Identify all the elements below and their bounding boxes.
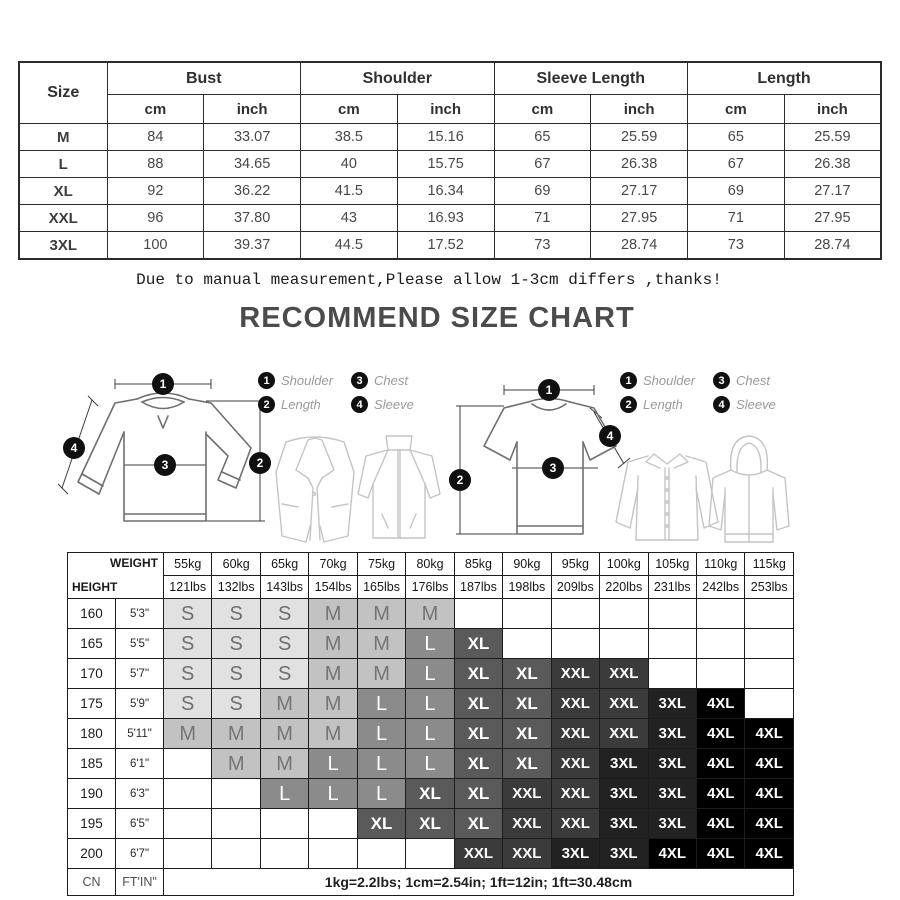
empty-cell xyxy=(648,629,696,659)
measurement-value: 73 xyxy=(494,232,591,260)
legend-number-badge: 3 xyxy=(351,372,368,389)
weight-lbs-header: 209lbs xyxy=(551,576,599,599)
weight-kg-header: 60kg xyxy=(212,553,260,576)
size-cell: XL xyxy=(406,809,454,839)
empty-cell xyxy=(745,689,794,719)
measurement-value: 37.80 xyxy=(204,205,301,232)
matrix-row xyxy=(68,659,794,689)
matrix-row xyxy=(68,599,794,629)
marker-1-shoulder xyxy=(152,373,174,395)
size-cell: S xyxy=(164,599,212,629)
measurement-value: 100 xyxy=(107,232,204,260)
empty-cell xyxy=(696,599,744,629)
empty-cell xyxy=(696,659,744,689)
height-ftin-label: 6'5" xyxy=(116,809,164,839)
height-ftin-label: 5'11" xyxy=(116,719,164,749)
unit-header: inch xyxy=(204,95,301,124)
size-cell: L xyxy=(357,779,405,809)
size-cell: M xyxy=(309,689,357,719)
weight-kg-header: 65kg xyxy=(260,553,308,576)
column-group-header: Sleeve Length xyxy=(494,62,688,95)
size-cell: XL xyxy=(503,719,551,749)
size-cell: M xyxy=(260,719,308,749)
measurement-value: 28.74 xyxy=(591,232,688,260)
weight-lbs-header: 198lbs xyxy=(503,576,551,599)
legend-item-length xyxy=(258,396,333,413)
size-cell: 3XL xyxy=(648,779,696,809)
size-cell: XXL xyxy=(503,839,551,869)
empty-cell xyxy=(503,599,551,629)
footer-cn-label: CN xyxy=(68,869,116,896)
weight-kg-header: 55kg xyxy=(164,553,212,576)
measurement-value: 34.65 xyxy=(204,151,301,178)
size-cell: L xyxy=(260,779,308,809)
legend-item-chest xyxy=(713,372,776,389)
measurement-value: 28.74 xyxy=(784,232,881,260)
legend-number-badge: 4 xyxy=(351,396,368,413)
size-cell: M xyxy=(212,719,260,749)
legend-label: Length xyxy=(281,397,321,412)
size-cell: L xyxy=(406,689,454,719)
marker-4-sleeve xyxy=(599,425,621,447)
measure-legend-right xyxy=(620,372,776,413)
legend-item-shoulder xyxy=(620,372,695,389)
matrix-row xyxy=(68,839,794,869)
marker-1-shoulder xyxy=(538,379,560,401)
size-cell: L xyxy=(357,749,405,779)
size-cell: 3XL xyxy=(600,749,648,779)
legend-number-badge: 3 xyxy=(713,372,730,389)
size-cell: L xyxy=(406,719,454,749)
size-cell: XL xyxy=(454,809,502,839)
size-cell: S xyxy=(260,659,308,689)
measurement-value: 17.52 xyxy=(397,232,494,260)
measurement-value: 15.75 xyxy=(397,151,494,178)
measurement-value: 26.38 xyxy=(591,151,688,178)
weight-lbs-header: 143lbs xyxy=(260,576,308,599)
size-cell: S xyxy=(212,659,260,689)
size-cell: XXL xyxy=(551,779,599,809)
size-cell: XXL xyxy=(600,689,648,719)
size-cell: XXL xyxy=(551,659,599,689)
measurement-value: 92 xyxy=(107,178,204,205)
size-cell: S xyxy=(164,659,212,689)
size-cell: S xyxy=(164,689,212,719)
measurement-value: 40 xyxy=(301,151,398,178)
dimension-lines xyxy=(58,379,265,521)
size-cell: 3XL xyxy=(600,809,648,839)
size-cell: S xyxy=(260,599,308,629)
empty-cell xyxy=(260,809,308,839)
weight-lbs-header: 231lbs xyxy=(648,576,696,599)
empty-cell xyxy=(648,599,696,629)
legend-label: Sleeve xyxy=(736,397,776,412)
size-cell: 3XL xyxy=(648,719,696,749)
height-ftin-label: 6'3" xyxy=(116,779,164,809)
empty-cell xyxy=(164,779,212,809)
measurement-row xyxy=(19,151,881,178)
size-cell: XXL xyxy=(551,719,599,749)
size-cell: M xyxy=(406,599,454,629)
weight-kg-header: 85kg xyxy=(454,553,502,576)
size-cell: L xyxy=(357,719,405,749)
matrix-row xyxy=(68,809,794,839)
measurement-value: 38.5 xyxy=(301,124,398,151)
legend-label: Chest xyxy=(374,373,409,388)
size-cell: 3XL xyxy=(600,839,648,869)
hoodie-drawing xyxy=(700,430,798,550)
svg-text:2: 2 xyxy=(256,456,264,470)
empty-cell xyxy=(164,749,212,779)
size-cell: M xyxy=(260,749,308,779)
empty-cell xyxy=(212,809,260,839)
weight-kg-header: 70kg xyxy=(309,553,357,576)
legend-label: Shoulder xyxy=(281,373,334,388)
unit-header: inch xyxy=(784,95,881,124)
weight-lbs-header: 165lbs xyxy=(357,576,405,599)
weight-lbs-header: 220lbs xyxy=(600,576,648,599)
measurement-value: 71 xyxy=(688,205,785,232)
measurement-value: 27.17 xyxy=(591,178,688,205)
svg-text:3: 3 xyxy=(161,458,169,472)
measurement-value: 39.37 xyxy=(204,232,301,260)
size-cell: S xyxy=(212,599,260,629)
empty-cell xyxy=(357,839,405,869)
height-cm-label: 165 xyxy=(68,629,116,659)
measurement-row xyxy=(19,178,881,205)
measurement-value: 25.59 xyxy=(591,124,688,151)
size-cell: 3XL xyxy=(648,749,696,779)
marker-4-sleeve xyxy=(63,437,85,459)
measurement-value: 36.22 xyxy=(204,178,301,205)
unit-header: cm xyxy=(494,95,591,124)
recommend-size-chart-title: RECOMMEND SIZE CHART xyxy=(239,302,635,334)
weight-lbs-header: 121lbs xyxy=(164,576,212,599)
size-cell: L xyxy=(309,749,357,779)
matrix-row xyxy=(68,689,794,719)
empty-cell xyxy=(600,629,648,659)
measurement-value: 84 xyxy=(107,124,204,151)
size-cell: 4XL xyxy=(696,809,744,839)
empty-cell xyxy=(309,839,357,869)
empty-cell xyxy=(551,599,599,629)
empty-cell xyxy=(212,779,260,809)
empty-cell xyxy=(164,839,212,869)
size-cell: XXL xyxy=(551,689,599,719)
corner-weight-label: WEIGHT xyxy=(110,556,158,570)
legend-item-sleeve xyxy=(713,396,776,413)
measurement-row xyxy=(19,205,881,232)
size-cell: M xyxy=(357,599,405,629)
column-group-header: Bust xyxy=(107,62,301,95)
weight-kg-header: 110kg xyxy=(696,553,744,576)
unit-conversion-note: 1kg=2.2lbs; 1cm=2.54in; 1ft=12in; 1ft=30.48cm xyxy=(164,869,794,896)
size-cell: XXL xyxy=(454,839,502,869)
matrix-row xyxy=(68,629,794,659)
height-ftin-label: 5'3" xyxy=(116,599,164,629)
size-cell: XL xyxy=(454,779,502,809)
corner-height-label: HEIGHT xyxy=(72,580,118,594)
legend-item-chest xyxy=(351,372,414,389)
size-cell: L xyxy=(406,629,454,659)
height-cm-label: 180 xyxy=(68,719,116,749)
svg-text:2: 2 xyxy=(456,473,464,487)
size-cell: M xyxy=(260,689,308,719)
empty-cell xyxy=(503,629,551,659)
size-cell: 4XL xyxy=(696,749,744,779)
measurement-row xyxy=(19,232,881,260)
measurement-value: 16.34 xyxy=(397,178,494,205)
size-cell: XXL xyxy=(551,749,599,779)
svg-text:4: 4 xyxy=(70,441,78,455)
size-cell: XL xyxy=(357,809,405,839)
size-cell: 4XL xyxy=(696,839,744,869)
measurement-value: 26.38 xyxy=(784,151,881,178)
size-cell: 3XL xyxy=(648,809,696,839)
empty-cell xyxy=(745,599,794,629)
measurement-value: 73 xyxy=(688,232,785,260)
size-column-header: Size xyxy=(19,62,107,124)
column-group-header: Shoulder xyxy=(301,62,495,95)
size-cell: 4XL xyxy=(648,839,696,869)
size-cell: 4XL xyxy=(696,689,744,719)
size-label: L xyxy=(19,151,107,178)
size-cell: S xyxy=(212,689,260,719)
height-cm-label: 190 xyxy=(68,779,116,809)
empty-cell xyxy=(260,839,308,869)
size-cell: XL xyxy=(503,749,551,779)
size-cell: XXL xyxy=(503,809,551,839)
legend-label: Shoulder xyxy=(643,373,696,388)
measurement-row xyxy=(19,124,881,151)
height-cm-label: 200 xyxy=(68,839,116,869)
measurement-value: 44.5 xyxy=(301,232,398,260)
empty-cell xyxy=(454,599,502,629)
measurement-value: 67 xyxy=(688,151,785,178)
legend-item-sleeve xyxy=(351,396,414,413)
legend-number-badge: 2 xyxy=(620,396,637,413)
measurement-value: 69 xyxy=(494,178,591,205)
footer-ftin-label: FT'IN" xyxy=(116,869,164,896)
legend-item-length xyxy=(620,396,695,413)
size-cell: L xyxy=(357,689,405,719)
measurement-value: 71 xyxy=(494,205,591,232)
measurement-value: 96 xyxy=(107,205,204,232)
weight-lbs-header: 187lbs xyxy=(454,576,502,599)
size-cell: M xyxy=(309,659,357,689)
size-cell: XL xyxy=(454,749,502,779)
empty-cell xyxy=(164,809,212,839)
weight-lbs-header: 154lbs xyxy=(309,576,357,599)
size-cell: XXL xyxy=(503,779,551,809)
weight-height-corner xyxy=(68,553,164,599)
marker-3-chest xyxy=(154,454,176,476)
size-label: 3XL xyxy=(19,232,107,260)
empty-cell xyxy=(309,809,357,839)
weight-lbs-header: 176lbs xyxy=(406,576,454,599)
weight-kg-header: 105kg xyxy=(648,553,696,576)
unit-header: cm xyxy=(107,95,204,124)
measurement-table xyxy=(18,61,882,260)
size-cell: S xyxy=(212,629,260,659)
empty-cell xyxy=(745,659,794,689)
weight-kg-header: 100kg xyxy=(600,553,648,576)
height-cm-label: 160 xyxy=(68,599,116,629)
height-ftin-label: 6'7" xyxy=(116,839,164,869)
empty-cell xyxy=(745,629,794,659)
size-cell: 3XL xyxy=(648,689,696,719)
size-cell: M xyxy=(357,659,405,689)
weight-lbs-header: 242lbs xyxy=(696,576,744,599)
measurement-value: 27.95 xyxy=(784,205,881,232)
unit-header: cm xyxy=(301,95,398,124)
matrix-row xyxy=(68,779,794,809)
measurement-value: 25.59 xyxy=(784,124,881,151)
measure-legend-left xyxy=(258,372,414,413)
size-cell: M xyxy=(357,629,405,659)
measurement-note: Due to manual measurement,Please allow 1-3cm differs ,thanks! xyxy=(136,271,722,289)
legend-label: Chest xyxy=(736,373,771,388)
size-cell: 4XL xyxy=(745,779,794,809)
legend-label: Sleeve xyxy=(374,397,414,412)
sweatshirt-drawing xyxy=(58,368,273,550)
measurement-value: 43 xyxy=(301,205,398,232)
svg-text:1: 1 xyxy=(159,377,167,391)
empty-cell xyxy=(696,629,744,659)
measurement-value: 16.93 xyxy=(397,205,494,232)
height-cm-label: 170 xyxy=(68,659,116,689)
size-cell: 4XL xyxy=(745,839,794,869)
size-cell: 3XL xyxy=(600,779,648,809)
svg-text:4: 4 xyxy=(606,429,614,443)
measurement-value: 15.16 xyxy=(397,124,494,151)
height-ftin-label: 5'7" xyxy=(116,659,164,689)
size-cell: 4XL xyxy=(696,779,744,809)
size-cell: M xyxy=(309,719,357,749)
height-cm-label: 175 xyxy=(68,689,116,719)
column-group-header: Length xyxy=(688,62,882,95)
measurement-value: 65 xyxy=(688,124,785,151)
height-cm-label: 195 xyxy=(68,809,116,839)
marker-2-length xyxy=(449,469,471,491)
size-cell: XL xyxy=(454,659,502,689)
measurement-value: 33.07 xyxy=(204,124,301,151)
size-label: M xyxy=(19,124,107,151)
size-cell: M xyxy=(212,749,260,779)
legend-number-badge: 2 xyxy=(258,396,275,413)
size-label: XXL xyxy=(19,205,107,232)
measurement-value: 41.5 xyxy=(301,178,398,205)
measurement-value: 27.17 xyxy=(784,178,881,205)
dimension-lines xyxy=(456,385,630,534)
weight-kg-header: 90kg xyxy=(503,553,551,576)
legend-item-shoulder xyxy=(258,372,333,389)
size-label: XL xyxy=(19,178,107,205)
weight-lbs-header: 253lbs xyxy=(745,576,794,599)
size-cell: L xyxy=(406,749,454,779)
marker-3-chest xyxy=(542,457,564,479)
weight-kg-header: 80kg xyxy=(406,553,454,576)
empty-cell xyxy=(551,629,599,659)
svg-text:1: 1 xyxy=(545,383,553,397)
measurement-value: 88 xyxy=(107,151,204,178)
size-cell: S xyxy=(260,629,308,659)
unit-header: inch xyxy=(397,95,494,124)
unit-header: inch xyxy=(591,95,688,124)
legend-number-badge: 1 xyxy=(620,372,637,389)
measurement-value: 67 xyxy=(494,151,591,178)
size-cell: XL xyxy=(503,689,551,719)
size-cell: 4XL xyxy=(696,719,744,749)
size-cell: M xyxy=(164,719,212,749)
size-cell: XL xyxy=(454,629,502,659)
matrix-row xyxy=(68,719,794,749)
size-cell: XL xyxy=(503,659,551,689)
size-cell: XL xyxy=(454,689,502,719)
size-cell: XXL xyxy=(600,659,648,689)
weight-kg-header: 95kg xyxy=(551,553,599,576)
height-cm-label: 185 xyxy=(68,749,116,779)
size-cell: 4XL xyxy=(745,719,794,749)
recommend-size-matrix xyxy=(67,552,794,896)
measurement-value: 65 xyxy=(494,124,591,151)
size-cell: 3XL xyxy=(551,839,599,869)
size-cell: XXL xyxy=(600,719,648,749)
legend-number-badge: 1 xyxy=(258,372,275,389)
weight-kg-header: 115kg xyxy=(745,553,794,576)
legend-number-badge: 4 xyxy=(713,396,730,413)
size-cell: S xyxy=(164,629,212,659)
height-ftin-label: 5'9" xyxy=(116,689,164,719)
empty-cell xyxy=(406,839,454,869)
size-cell: L xyxy=(309,779,357,809)
height-ftin-label: 5'5" xyxy=(116,629,164,659)
legend-label: Length xyxy=(643,397,683,412)
size-cell: XXL xyxy=(551,809,599,839)
unit-header: cm xyxy=(688,95,785,124)
measurement-value: 27.95 xyxy=(591,205,688,232)
size-cell: 4XL xyxy=(745,809,794,839)
weight-kg-header: 75kg xyxy=(357,553,405,576)
size-cell: XL xyxy=(406,779,454,809)
empty-cell xyxy=(212,839,260,869)
empty-cell xyxy=(600,599,648,629)
zip-jacket-drawing xyxy=(352,426,446,548)
size-cell: L xyxy=(406,659,454,689)
size-cell: XL xyxy=(454,719,502,749)
matrix-footer-row xyxy=(68,869,794,896)
blazer-drawing xyxy=(266,426,364,548)
size-cell: 4XL xyxy=(745,749,794,779)
size-cell: M xyxy=(309,629,357,659)
svg-text:3: 3 xyxy=(549,461,557,475)
height-ftin-label: 6'1" xyxy=(116,749,164,779)
empty-cell xyxy=(648,659,696,689)
size-cell: M xyxy=(309,599,357,629)
matrix-row xyxy=(68,749,794,779)
measurement-value: 69 xyxy=(688,178,785,205)
weight-lbs-header: 132lbs xyxy=(212,576,260,599)
